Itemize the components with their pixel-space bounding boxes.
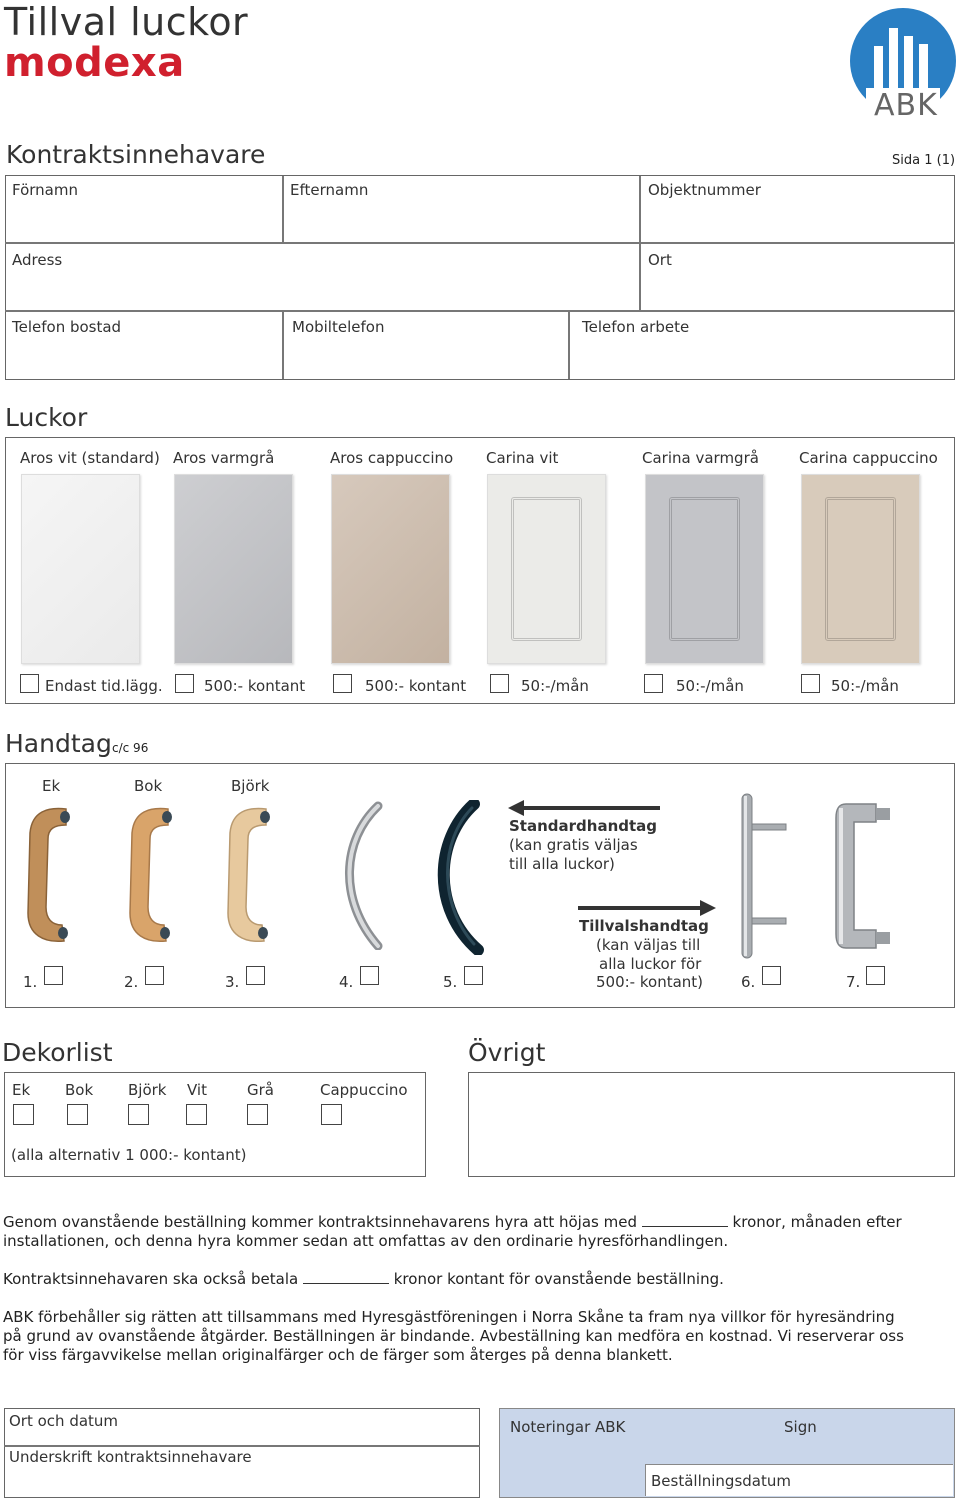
page-title: Tillval luckor: [4, 0, 249, 44]
door-checkbox[interactable]: [490, 674, 509, 693]
door-swatch: [487, 474, 606, 664]
dekorlist-option-label: Bok: [65, 1081, 94, 1099]
handle-ek-image: [18, 803, 78, 948]
door-panel-relief: [825, 497, 896, 641]
ort-och-datum-field[interactable]: Ort och datum: [9, 1412, 119, 1430]
door-checkbox[interactable]: [20, 674, 39, 693]
dekorlist-option-label: Grå: [247, 1081, 274, 1099]
cash-payment-input[interactable]: [303, 1271, 389, 1284]
efternamn-field[interactable]: Efternamn: [290, 181, 369, 199]
mobiltelefon-field[interactable]: Mobiltelefon: [292, 318, 385, 336]
door-checkbox[interactable]: [801, 674, 820, 693]
underskrift-field[interactable]: Underskrift kontraktsinnehavare: [9, 1448, 252, 1466]
adress-field[interactable]: Adress: [12, 251, 63, 269]
dekorlist-option-label: Ek: [12, 1081, 31, 1099]
door-price: 50:-/mån: [676, 677, 744, 695]
handtag-subtitle: c/c 96: [112, 741, 149, 755]
handle-label-bok: Bok: [134, 777, 163, 795]
dekorlist-note: (alla alternativ 1 000:- kontant): [11, 1146, 247, 1164]
dekorlist-checkbox[interactable]: [321, 1104, 342, 1125]
contract-form: [5, 175, 955, 380]
terms-paragraph-1: [3, 1213, 958, 1251]
handle-number: 5.: [443, 973, 458, 991]
door-checkbox[interactable]: [333, 674, 352, 693]
luckor-section-title: Luckor: [5, 403, 88, 432]
terms-p1-b: kronor, månaden efter: [732, 1213, 902, 1231]
sign-label: Sign: [784, 1418, 817, 1436]
telefon-bostad-field[interactable]: Telefon bostad: [12, 318, 122, 336]
door-price: 50:-/mån: [831, 677, 899, 695]
door-swatch: [331, 474, 450, 664]
handle-number: 7.: [846, 973, 861, 991]
noteringar-abk-label: Noteringar ABK: [510, 1418, 626, 1436]
standard-handle-text-1: (kan gratis väljas: [509, 836, 638, 854]
handle-number: 4.: [339, 973, 354, 991]
ovrigt-textarea[interactable]: [468, 1072, 955, 1177]
handle-black-curve-image: [428, 800, 488, 955]
dekorlist-checkbox[interactable]: [247, 1104, 268, 1125]
door-swatch: [174, 474, 293, 664]
bestallningsdatum-label: Beställningsdatum: [651, 1472, 791, 1490]
handle-label-ek: Ek: [42, 777, 61, 795]
page-info: Sida 1 (1): [892, 153, 956, 168]
handle-steel-curve-image: [330, 800, 390, 950]
handle-bracket-image: [828, 800, 898, 952]
door-name: Aros vit (standard): [20, 449, 160, 467]
dekorlist-option-label: Björk: [128, 1081, 167, 1099]
handle-number: 2.: [124, 973, 139, 991]
handle-checkbox[interactable]: [145, 966, 164, 985]
terms-p2-b: kronor kontant för ovanstående beställning.: [393, 1270, 724, 1288]
handle-bok-image: [120, 803, 180, 948]
door-price: 500:- kontant: [204, 677, 306, 695]
terms-p1-c: installationen, och denna hyra kommer sedan att omfattas av den ordinarie hyresförhandlingen.: [3, 1232, 729, 1250]
dekorlist-section-title: Dekorlist: [2, 1038, 113, 1067]
ovrigt-section-title: Övrigt: [468, 1038, 546, 1067]
ort-field[interactable]: Ort: [648, 251, 672, 269]
handle-checkbox[interactable]: [464, 966, 483, 985]
door-price: 50:-/mån: [521, 677, 589, 695]
door-panel-relief: [511, 497, 582, 641]
fornamn-field[interactable]: Förnamn: [12, 181, 78, 199]
handtag-section-title: Handtag: [5, 729, 112, 758]
abk-logo-text: ABK: [874, 88, 938, 123]
standard-handle-title: Standardhandtag: [509, 817, 658, 835]
door-price: 500:- kontant: [365, 677, 467, 695]
door-swatch: [645, 474, 764, 664]
dekorlist-option-label: Vit: [187, 1081, 207, 1099]
handle-checkbox[interactable]: [360, 966, 379, 985]
handle-checkbox[interactable]: [866, 966, 885, 985]
terms-p2-a: Kontraktsinnehavaren ska också betala: [3, 1270, 299, 1288]
door-checkbox[interactable]: [175, 674, 194, 693]
telefon-arbete-field[interactable]: Telefon arbete: [582, 318, 690, 336]
dekorlist-checkbox[interactable]: [13, 1104, 34, 1125]
tillval-handle-text-2: alla luckor för: [599, 955, 702, 973]
handle-label-bjork: Björk: [231, 777, 270, 795]
door-swatch: [21, 474, 140, 664]
contract-section-title: Kontraktsinnehavare: [6, 140, 266, 169]
handle-bar-image: [730, 792, 792, 960]
handle-number: 3.: [225, 973, 240, 991]
abk-logo: [846, 6, 956, 124]
handle-checkbox[interactable]: [44, 966, 63, 985]
handle-checkbox[interactable]: [762, 966, 781, 985]
terms-p3-3: för viss färgavvikelse mellan originalfärger och de färger som återges på denna blankett.: [3, 1346, 673, 1364]
door-checkbox[interactable]: [644, 674, 663, 693]
tillval-handle-text-1: (kan väljas till: [596, 936, 701, 954]
dekorlist-checkbox[interactable]: [67, 1104, 88, 1125]
door-name: Aros varmgrå: [173, 449, 275, 467]
tillval-handle-text-3: 500:- kontant): [596, 973, 704, 991]
dekorlist-option-label: Cappuccino: [320, 1081, 408, 1099]
objektnummer-field[interactable]: Objektnummer: [648, 181, 761, 199]
handle-number: 1.: [23, 973, 38, 991]
dekorlist-checkbox[interactable]: [128, 1104, 149, 1125]
terms-p1-a: Genom ovanstående beställning kommer kontraktsinnehavarens hyra att höjas med: [3, 1213, 637, 1231]
standard-handle-text-2: till alla luckor): [509, 855, 615, 873]
door-name: Carina cappuccino: [799, 449, 938, 467]
terms-paragraph-2: [3, 1270, 958, 1289]
dekorlist-checkbox[interactable]: [186, 1104, 207, 1125]
tillval-handle-title: Tillvalshandtag: [579, 917, 709, 935]
door-name: Carina vit: [486, 449, 559, 467]
rent-increase-input[interactable]: [642, 1214, 728, 1227]
terms-paragraph-3: [3, 1308, 960, 1365]
door-name: Carina varmgrå: [642, 449, 759, 467]
modexa-logo: modexa: [4, 40, 185, 86]
handle-bjork-image: [218, 803, 278, 948]
door-price: Endast tid.lägg.: [45, 677, 163, 695]
handle-number: 6.: [741, 973, 756, 991]
door-panel-relief: [669, 497, 740, 641]
arrow-right-icon: [578, 900, 718, 916]
door-swatch: [801, 474, 920, 664]
arrow-left-icon: [508, 800, 663, 816]
handle-checkbox[interactable]: [246, 966, 265, 985]
terms-p3-2: på grund av ovanstående åtgärder. Beställningen är bindande. Avbeställning kan medföra en kostnad. Vi reserverar oss: [3, 1327, 904, 1345]
door-name: Aros cappuccino: [330, 449, 454, 467]
terms-p3-1: ABK förbehåller sig rätten att tillsammans med Hyresgästföreningen i Norra Skåne ta fram nya villkor för hyresändring: [3, 1308, 895, 1326]
